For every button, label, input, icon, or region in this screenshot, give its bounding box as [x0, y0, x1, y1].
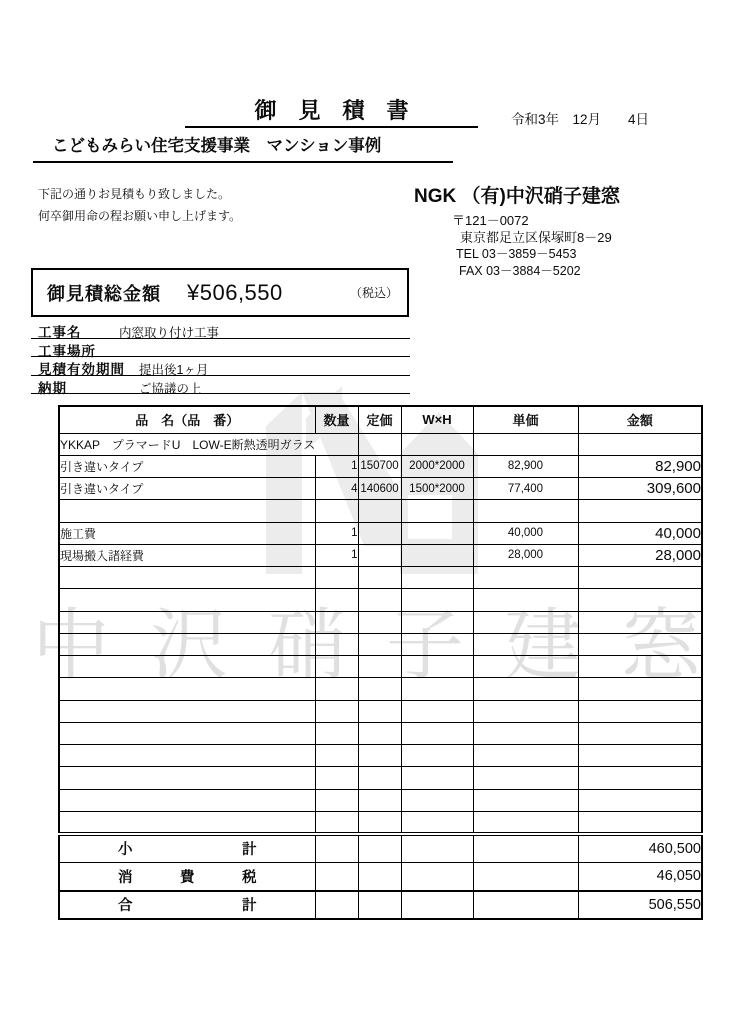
cell-amt [578, 567, 702, 589]
cell-amt: 82,900 [578, 455, 702, 477]
cell-list [358, 500, 401, 522]
cell-list: 140600 [358, 478, 401, 500]
meta-row [31, 357, 410, 376]
summary-label-char: 消 [118, 869, 133, 886]
summary-empty-cell [473, 891, 578, 920]
cell-list [358, 789, 401, 811]
cell-qty [315, 700, 358, 722]
summary-amount: 506,550 [578, 891, 702, 920]
cell-unit [473, 722, 578, 744]
cell-wxh [401, 433, 473, 455]
cell-wxh [401, 522, 473, 544]
cell-name [59, 722, 315, 744]
project-subtitle: こどもみらい住宅支援事業 マンション事例 [33, 136, 453, 163]
cell-wxh [401, 767, 473, 789]
cell-list [358, 767, 401, 789]
cell-qty [315, 811, 358, 833]
meta-label: 工事名 [38, 325, 82, 340]
cell-name: YKKAP プラマードU LOW-E断熱透明ガラス [59, 433, 358, 455]
cell-list [358, 633, 401, 655]
summary-empty-cell [401, 834, 473, 863]
summary-label-char: 費 [180, 869, 195, 886]
cell-name [59, 767, 315, 789]
meta-value: ご協議の上 [139, 381, 202, 396]
summary-empty-cell [315, 834, 358, 863]
cell-amt [578, 767, 702, 789]
cell-unit [473, 700, 578, 722]
cell-list [358, 745, 401, 767]
watermark-char: 沢 [149, 601, 228, 689]
cell-amt [578, 656, 702, 678]
cell-name [59, 811, 315, 833]
cell-qty [315, 656, 358, 678]
table-row [59, 811, 702, 833]
cell-list [358, 522, 401, 544]
summary-label-char: 合 [118, 898, 133, 915]
cell-amt [578, 722, 702, 744]
company-name: NGK （有)中沢硝子建窓 [414, 186, 620, 207]
cell-name [59, 567, 315, 589]
table-row [59, 722, 702, 744]
cell-wxh [401, 789, 473, 811]
summary-label-char: 税 [242, 869, 257, 886]
cell-unit [473, 633, 578, 655]
cell-list: 150700 [358, 455, 401, 477]
cell-qty [315, 745, 358, 767]
cell-list [358, 722, 401, 744]
cell-wxh [401, 633, 473, 655]
cell-qty [315, 722, 358, 744]
summary-empty-cell [358, 834, 401, 863]
summary-empty-cell [315, 862, 358, 891]
greeting-text [38, 183, 241, 227]
summary-label [59, 834, 315, 863]
summary-amount: 460,500 [578, 834, 702, 863]
cell-qty: 1 [315, 544, 358, 566]
table-row [59, 500, 702, 522]
items-table [58, 405, 703, 920]
cell-qty [315, 567, 358, 589]
summary-empty-cell [401, 862, 473, 891]
cell-amt: 40,000 [578, 522, 702, 544]
company-address: 東京都足立区保塚町8－29 [460, 230, 612, 245]
cell-wxh [401, 745, 473, 767]
cell-wxh [401, 500, 473, 522]
cell-qty [315, 767, 358, 789]
column-header-2: 定価 [358, 406, 401, 433]
cell-amt: 28,000 [578, 544, 702, 566]
cell-qty [315, 589, 358, 611]
tax-included-note: （税込） [349, 286, 398, 300]
company-fax: FAX 03－3884－5202 [459, 264, 581, 278]
cell-name: 引き違いタイプ [59, 455, 315, 477]
cell-list [358, 567, 401, 589]
cell-amt: 309,600 [578, 478, 702, 500]
column-header-0: 品 名（品 番） [59, 406, 315, 433]
table-row [59, 745, 702, 767]
document-date: 令和3年 12月 4日 [511, 112, 650, 127]
table-row [59, 611, 702, 633]
watermark-char: 建 [503, 601, 582, 689]
table-row [59, 700, 702, 722]
cell-wxh [401, 589, 473, 611]
cell-name [59, 745, 315, 767]
cell-list [358, 611, 401, 633]
greeting-line-2: 何卒御用命の程お願い申し上げます。 [38, 209, 242, 223]
cell-qty: 1 [315, 455, 358, 477]
table-row [59, 433, 702, 455]
meta-row [31, 376, 410, 395]
summary-empty-cell [315, 891, 358, 920]
cell-amt [578, 700, 702, 722]
table-row [59, 478, 702, 500]
meta-label: 工事場所 [38, 343, 96, 359]
table-row [59, 789, 702, 811]
cell-unit [473, 433, 578, 455]
cell-name [59, 633, 315, 655]
watermark-char: 硝 [267, 601, 346, 689]
cell-name: 現場搬入諸経費 [59, 544, 315, 566]
cell-amt [578, 500, 702, 522]
summary-row [59, 862, 702, 891]
total-amount-value: ¥506,550 [187, 279, 283, 305]
table-row [59, 589, 702, 611]
summary-empty-cell [473, 834, 578, 863]
page-title: 御 見 積 書 [185, 98, 478, 128]
table-row [59, 633, 702, 655]
summary-label-char: 計 [242, 898, 257, 915]
cell-wxh [401, 700, 473, 722]
summary-row [59, 891, 702, 920]
cell-name [59, 789, 315, 811]
total-amount-label: 御見積総金額 [47, 283, 161, 304]
column-header-4: 単価 [473, 406, 578, 433]
cell-wxh [401, 656, 473, 678]
watermark-char: 子 [385, 601, 464, 689]
summary-row [59, 834, 702, 863]
table-row [59, 522, 702, 544]
project-meta [31, 320, 410, 394]
cell-wxh: 2000*2000 [401, 455, 473, 477]
cell-qty [315, 633, 358, 655]
company-postal-code: 〒121－0072 [452, 213, 529, 228]
cell-unit [473, 589, 578, 611]
cell-unit [473, 678, 578, 700]
meta-value: 内窓取り付け工事 [119, 326, 220, 340]
cell-name [59, 700, 315, 722]
cell-amt [578, 611, 702, 633]
cell-name [59, 500, 315, 522]
cell-amt [578, 745, 702, 767]
cell-wxh [401, 544, 473, 566]
cell-unit [473, 656, 578, 678]
cell-unit [473, 811, 578, 833]
cell-name: 引き違いタイプ [59, 478, 315, 500]
table-row [59, 678, 702, 700]
cell-list [358, 433, 401, 455]
cell-name [59, 678, 315, 700]
cell-unit [473, 567, 578, 589]
cell-qty [315, 611, 358, 633]
cell-amt [578, 678, 702, 700]
cell-name [59, 589, 315, 611]
cell-list [358, 544, 401, 566]
summary-label [59, 862, 315, 891]
table-row [59, 656, 702, 678]
cell-unit: 40,000 [473, 522, 578, 544]
cell-list [358, 700, 401, 722]
cell-wxh [401, 722, 473, 744]
watermark-char: 中 [32, 601, 111, 689]
cell-qty [315, 789, 358, 811]
cell-wxh [401, 811, 473, 833]
cell-unit [473, 745, 578, 767]
cell-list [358, 678, 401, 700]
cell-unit: 77,400 [473, 478, 578, 500]
total-amount-box [31, 268, 409, 317]
summary-label-char: 計 [242, 842, 257, 859]
cell-amt [578, 633, 702, 655]
summary-empty-cell [358, 862, 401, 891]
column-header-5: 金額 [578, 406, 702, 433]
meta-label: 納期 [38, 380, 67, 396]
table-row [59, 767, 702, 789]
summary-label [59, 891, 315, 920]
company-tel: TEL 03－3859－5453 [456, 247, 577, 261]
cell-name [59, 611, 315, 633]
summary-empty-cell [401, 891, 473, 920]
cell-qty [315, 500, 358, 522]
cell-unit [473, 500, 578, 522]
cell-unit: 82,900 [473, 455, 578, 477]
column-header-3: W×H [401, 406, 473, 433]
cell-unit [473, 789, 578, 811]
table-row [59, 544, 702, 566]
cell-wxh [401, 567, 473, 589]
greeting-line-1: 下記の通りお見積もり致しました。 [38, 187, 231, 201]
cell-unit [473, 611, 578, 633]
cell-unit [473, 767, 578, 789]
cell-name [59, 656, 315, 678]
cell-unit: 28,000 [473, 544, 578, 566]
cell-wxh [401, 611, 473, 633]
summary-label-char: 小 [118, 842, 133, 859]
summary-empty-cell [358, 891, 401, 920]
cell-name: 施工費 [59, 522, 315, 544]
cell-amt [578, 811, 702, 833]
meta-label: 見積有効期間 [38, 362, 125, 377]
cell-amt [578, 433, 702, 455]
meta-row [31, 339, 410, 358]
cell-wxh: 1500*2000 [401, 478, 473, 500]
summary-amount: 46,050 [578, 862, 702, 891]
table-header-row [59, 406, 702, 433]
table-row [59, 455, 702, 477]
cell-qty: 1 [315, 522, 358, 544]
cell-qty [315, 678, 358, 700]
cell-amt [578, 589, 702, 611]
watermark-char: 窓 [621, 601, 700, 689]
meta-value: 提出後1ヶ月 [139, 363, 209, 377]
summary-empty-cell [473, 862, 578, 891]
cell-list [358, 656, 401, 678]
column-header-1: 数量 [315, 406, 358, 433]
cell-list [358, 589, 401, 611]
cell-list [358, 811, 401, 833]
meta-row [31, 320, 410, 339]
cell-amt [578, 789, 702, 811]
table-row [59, 567, 702, 589]
cell-qty: 4 [315, 478, 358, 500]
cell-wxh [401, 678, 473, 700]
